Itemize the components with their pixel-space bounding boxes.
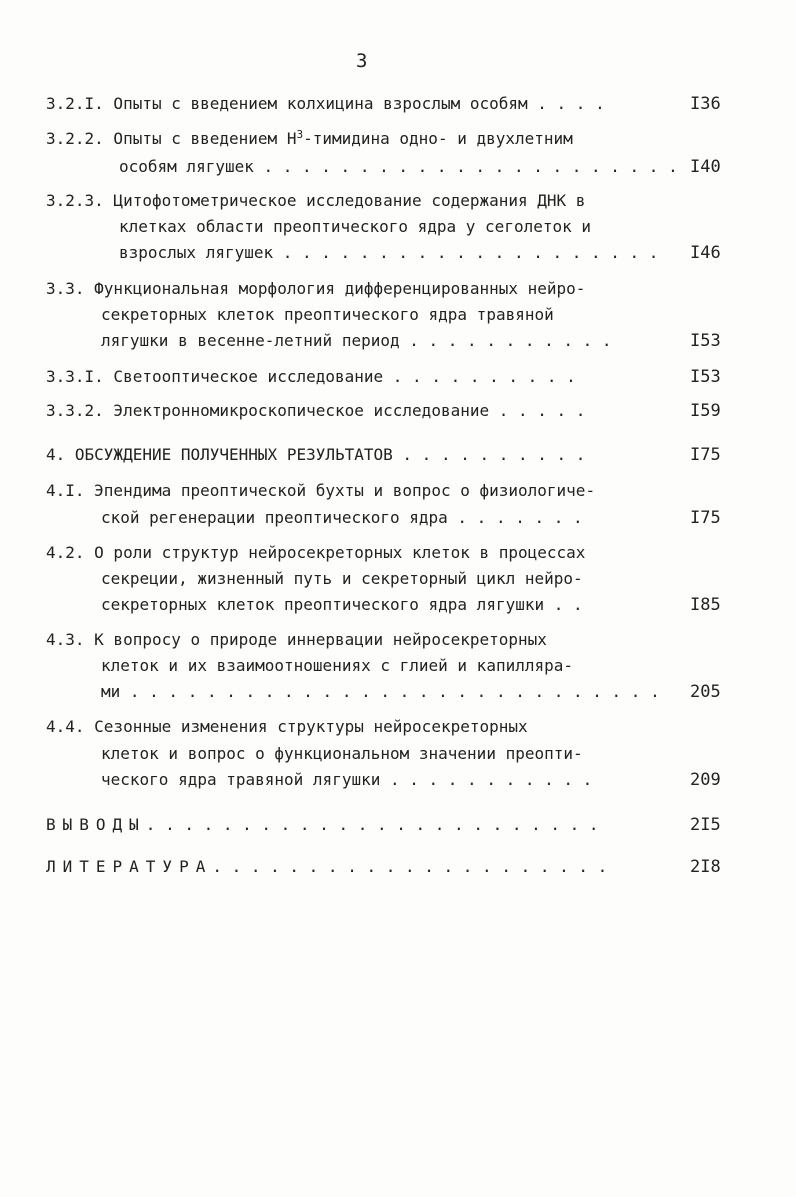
toc-line: клеток и их взаимоотношениях с глией и капилляра-: [101, 656, 574, 675]
toc-page-number: I53: [690, 331, 721, 351]
toc-page-number: I53: [690, 367, 721, 387]
toc-line: 4. ОБСУЖДЕНИЕ ПОЛУЧЕННЫХ РЕЗУЛЬТАТОВ . . . . . . . . . .: [46, 445, 586, 464]
toc-line: ческого ядра травяной лягушки . . . . . . . . . . .: [101, 770, 593, 789]
toc-line: особям лягушек . . . . . . . . . . . . . . . . . . . . . .: [119, 157, 678, 176]
toc-page-number: 2I5: [690, 815, 721, 835]
toc-line: [46, 815, 599, 834]
page-number: 3: [356, 50, 368, 72]
toc-line: 3.2.3. Цитофотометрическое исследование содержания ДНК в: [46, 191, 586, 210]
toc-page-number: I36: [690, 94, 721, 114]
toc-line: [46, 129, 573, 148]
toc-line: взрослых лягушек . . . . . . . . . . . . . . . . . . . .: [119, 243, 659, 262]
toc-line: 3.3.I. Светооптическое исследование . . . . . . . . . .: [46, 367, 576, 386]
toc-page-number: I75: [690, 445, 721, 465]
toc-line: [46, 857, 607, 876]
toc-line: секреторных клеток преоптического ядра травяной: [101, 305, 554, 324]
section-title: ВЫВОДЫ: [46, 815, 146, 834]
toc-line: клетках области преоптического ядра у сеголеток и: [119, 217, 592, 236]
toc-line: ми . . . . . . . . . . . . . . . . . . . . . . . . . . . .: [101, 682, 660, 701]
toc-page-number: I59: [690, 401, 721, 421]
leader-dots: . . . . . . . . . . . . . . . . . . . . .: [212, 857, 608, 876]
leader-dots: . . . . . . . . . . . . . . . . . . . . . . . .: [145, 815, 599, 834]
toc-line: 4.3. К вопросу о природе иннервации нейросекреторных: [46, 630, 547, 649]
toc-line: 3.2.I. Опыты с введением колхицина взрослым особям . . . .: [46, 94, 605, 113]
toc-line: 3.3.2. Электронномикроскопическое исследование . . . . .: [46, 401, 586, 420]
toc-line: 4.2. О роли структур нейросекреторных клеток в процессах: [46, 543, 586, 562]
toc-page-number: I46: [690, 243, 721, 263]
superscript: 3: [296, 128, 304, 141]
toc-line: секреторных клеток преоптического ядра лягушки . .: [101, 595, 583, 614]
toc-line-text: -тимидина одно- и двухлетним: [303, 129, 573, 148]
toc-line: ской регенерации преоптического ядра . . . . . . .: [101, 508, 583, 527]
toc-page-number: I40: [690, 157, 721, 177]
toc-line: 4.4. Сезонные изменения структуры нейросекреторных: [46, 717, 528, 736]
toc-page-number: 209: [690, 770, 721, 790]
toc-page-number: I85: [690, 595, 721, 615]
toc-page-number: I75: [690, 508, 721, 528]
toc-line: лягушки в весенне-летний период . . . . . . . . . . .: [101, 331, 612, 350]
toc-line-text: 3.2.2. Опыты с введением Н: [46, 129, 297, 148]
toc-page-number: 205: [690, 682, 721, 702]
toc-line: 4.I. Эпендима преоптической бухты и вопрос о физиологиче-: [46, 481, 596, 500]
toc-line: 3.3. Функциональная морфология дифференцированных нейро-: [46, 279, 586, 298]
toc-line: клеток и вопрос о функциональном значении преопти-: [101, 744, 583, 763]
toc-line: секреции, жизненный путь и секреторный цикл нейро-: [101, 569, 583, 588]
toc-page-number: 2I8: [690, 857, 721, 877]
section-title: ЛИТЕРАТУРА: [46, 857, 213, 876]
